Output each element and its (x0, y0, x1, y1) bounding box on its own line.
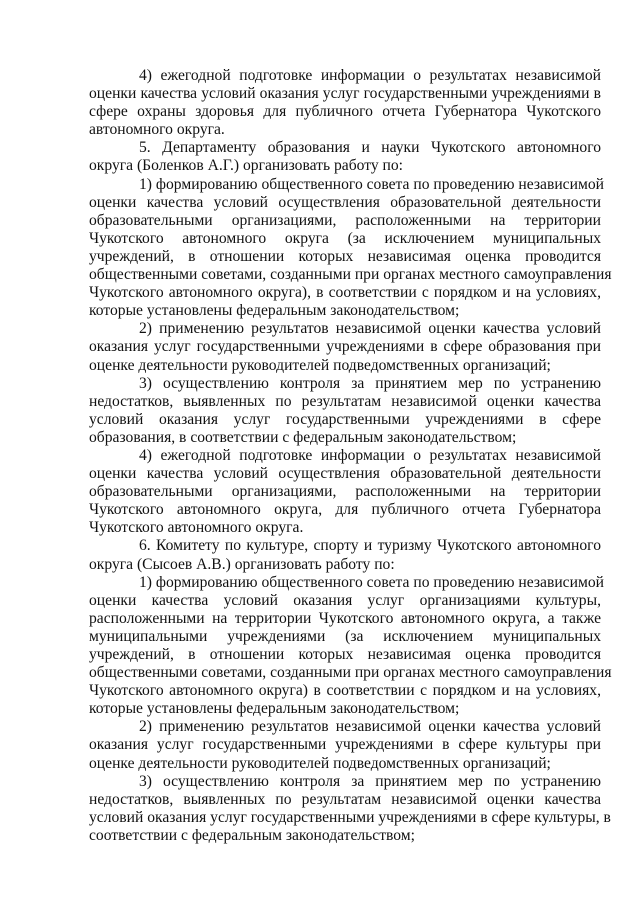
text-line: оказания услуг государственными учреждениями в сфере образования при (89, 338, 601, 356)
paragraph-point-6 (0, 537, 640, 573)
text-line: образовательными организациями, расположенными на территории (89, 483, 601, 501)
text-line: которые установлены федеральным законодательством; (89, 700, 460, 718)
paragraph-point-6-item-2 (0, 718, 640, 772)
text-line: оценки качества условий осуществления образовательной деятельности (89, 465, 601, 483)
text-line: Чукотского автономного округа) в соответствии с порядком и на условиях, (89, 682, 601, 700)
text-line: округа (Боленков А.Г.) организовать работу по: (89, 157, 403, 175)
paragraph-point-6-item-1 (0, 574, 640, 719)
text-line: 2) применению результатов независимой оценки качества условий (139, 718, 601, 736)
paragraph-point-5-item-1 (0, 176, 640, 321)
text-line: 4) ежегодной подготовке информации о результатах независимой (139, 67, 601, 84)
text-line: 6. Комитету по культуре, спорту и туризму Чукотского автономного (139, 537, 601, 555)
text-line: 3) осуществлению контроля за принятием мер по устранению (139, 374, 601, 392)
text-line: общественными советами, созданными при органах местного самоуправления (89, 664, 612, 682)
text-line: 3) осуществлению контроля за принятием мер по устранению (139, 772, 601, 790)
text-line: образовательными организациями, расположенными на территории (89, 211, 601, 229)
paragraph-point-5-item-4 (0, 447, 640, 537)
text-line: Чукотского автономного округа. (89, 519, 304, 537)
text-line: общественными советами, созданными при органах местного самоуправления (89, 266, 612, 284)
text-line: оценки качества условий оказания услуг организациями культуры, (89, 591, 601, 609)
text-line: оказания услуг государственными учреждениями в сфере культуры при (89, 736, 601, 754)
text-line: сфере охраны здоровья для публичного отчета Губернатора Чукотского (89, 103, 601, 121)
text-line: 4) ежегодной подготовке информации о результатах независимой (139, 446, 601, 464)
paragraph-point-5-item-3 (0, 375, 640, 447)
text-line: расположенными на территории Чукотского автономного округа, а также (89, 609, 601, 627)
text-line: 2) применению результатов независимой оценки качества условий (139, 320, 601, 338)
text-line: образования, в соответствии с федеральным законодательством; (89, 428, 517, 446)
text-line: соответствии с федеральным законодательством; (89, 826, 415, 844)
text-line: оценке деятельности руководителей подведомственных организаций; (89, 356, 551, 374)
text-line: автономного округа. (89, 121, 225, 139)
document-body (0, 67, 640, 845)
text-line: оценки качества условий осуществления образовательной деятельности (89, 193, 601, 211)
paragraph-point-6-item-3 (0, 773, 640, 845)
paragraph-point-5-item-2 (0, 320, 640, 374)
text-line: 5. Департаменту образования и науки Чукотского автономного (139, 139, 601, 157)
text-line: учреждений, в отношении которых независимая оценка проводится (89, 247, 601, 265)
text-line: оценки качества условий оказания услуг государственными учреждениями в (89, 85, 601, 103)
text-line: учреждений, в отношении которых независимая оценка проводится (89, 646, 601, 663)
text-line: условий оказания услуг государственными учреждениями в сфере (89, 410, 601, 428)
text-line: которые установлены федеральным законодательством; (89, 302, 460, 320)
paragraph-item-4-health (0, 67, 640, 139)
text-line: Чукотского автономного округа, для публичного отчета Губернатора (89, 501, 601, 519)
text-line: Чукотского автономного округа), в соответствии с порядком и на условиях, (89, 284, 601, 302)
text-line: условий оказания услуг государственными учреждениями в сфере культуры, в (89, 808, 611, 826)
text-line: 1) формированию общественного совета по проведению независимой (139, 573, 604, 591)
text-line: недостатков, выявленных по результатам независимой оценки качества (89, 790, 601, 808)
paragraph-point-5 (0, 139, 640, 175)
text-line: муниципальными учреждениями (за исключением муниципальных (89, 627, 601, 645)
text-line: 1) формированию общественного совета по проведению независимой (139, 175, 604, 193)
text-line: оценке деятельности руководителей подведомственных организаций; (89, 754, 551, 772)
text-line: Чукотского автономного округа (за исключением муниципальных (89, 229, 601, 247)
text-line: округа (Сысоев А.В.) организовать работу по: (89, 555, 395, 573)
text-line: недостатков, выявленных по результатам независимой оценки качества (89, 392, 601, 410)
